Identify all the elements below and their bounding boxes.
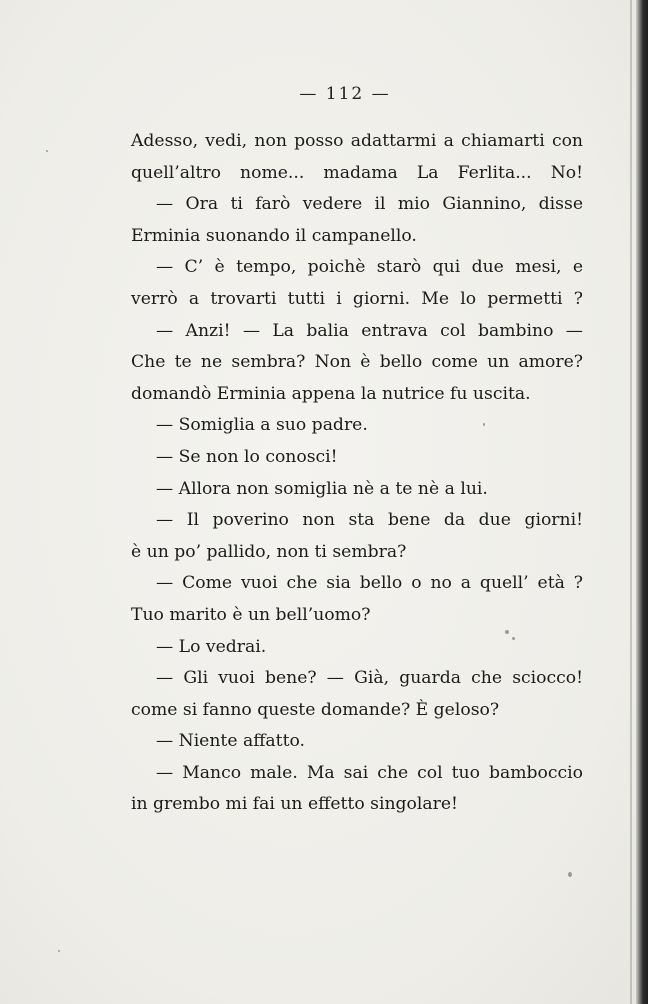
text-line: in grembo mi fai un effetto singolare! <box>131 794 458 815</box>
text-line: — Lo vedrai. <box>156 636 267 657</box>
text-line: domandò Erminia appena la nutrice fu uscita. <box>131 383 531 404</box>
scan-speck <box>568 872 572 877</box>
page-text <box>131 126 583 821</box>
page-edge-line <box>630 0 632 1004</box>
text-line: — Il poverino non sta bene da due giorni! <box>156 510 583 531</box>
page-edge-shadow <box>636 0 648 1004</box>
text-line: — Ora ti farò vedere il mio Giannino, disse <box>156 194 583 215</box>
text-line: — Anzi! — La balia entrava col bambino — <box>156 320 583 341</box>
scan-speck <box>46 150 48 152</box>
text-line: — Gli vuoi bene? — Già, guarda che sciocco! <box>156 668 583 689</box>
text-line: Tuo marito è un bell’uomo? <box>131 604 371 625</box>
text-line: — Se non lo conosci! <box>156 446 338 467</box>
text-line: — C’ è tempo, poichè starò qui due mesi, e <box>156 257 583 278</box>
scan-speck <box>58 950 60 952</box>
text-line: come si fanno queste domande? È geloso? <box>131 699 500 720</box>
page-number: — 112 — <box>299 84 391 104</box>
text-line: — Somiglia a suo padre. <box>156 415 368 436</box>
text-line: — Allora non somiglia nè a te nè a lui. <box>156 478 488 499</box>
text-line: — Manco male. Ma sai che col tuo bamboccio <box>156 762 583 783</box>
text-line: quell’altro nome... madama La Ferlita... No! <box>131 162 583 183</box>
text-line: Adesso, vedi, non posso adattarmi a chiamarti con <box>131 131 583 151</box>
text-line: è un po’ pallido, non ti sembra? <box>131 541 407 562</box>
text-line: Erminia suonando il campanello. <box>131 225 417 246</box>
text-line: — Niente affatto. <box>156 731 305 752</box>
text-line: Che te ne sembra? Non è bello come un amore? <box>131 352 583 373</box>
text-line: — Come vuoi che sia bello o no a quell’ età ? <box>156 573 583 594</box>
text-line: verrò a trovarti tutti i giorni. Me lo permetti ? <box>131 288 583 309</box>
